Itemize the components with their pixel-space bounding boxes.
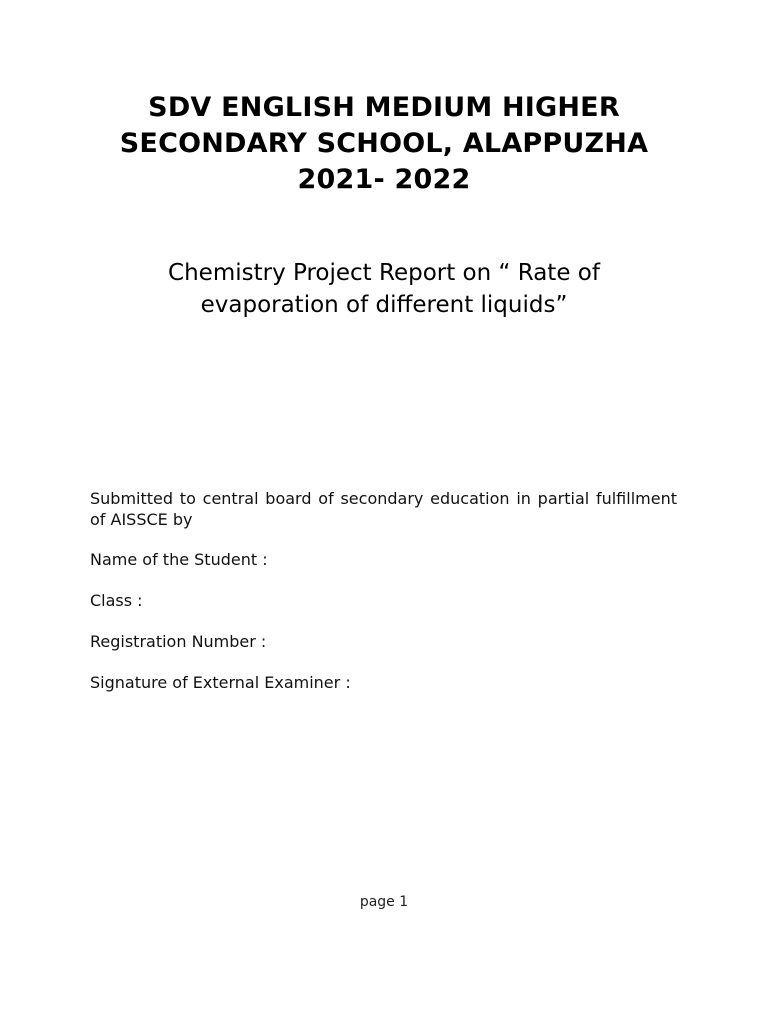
submission-statement: Submitted to central board of secondary education in partial fulfillment of AISSCE by (90, 489, 677, 529)
report-title-line-2: evaporation of different liquids” (200, 292, 568, 318)
report-title-line-1: Chemistry Project Report on “ Rate of (168, 260, 600, 286)
registration-number-label: Registration Number : (90, 632, 267, 651)
school-title-line-2: SECONDARY SCHOOL, ALAPPUZHA (119, 128, 649, 159)
submission-details (90, 488, 677, 713)
class-label: Class : (90, 591, 143, 610)
academic-year: 2021- 2022 (297, 164, 471, 195)
page-number: page 1 (359, 894, 409, 910)
school-title-line-1: SDV ENGLISH MEDIUM HIGHER (148, 92, 620, 123)
student-name-label: Name of the Student : (90, 550, 268, 569)
examiner-signature-label: Signature of External Examiner : (90, 673, 351, 692)
report-title (80, 257, 688, 321)
school-title (60, 90, 708, 198)
